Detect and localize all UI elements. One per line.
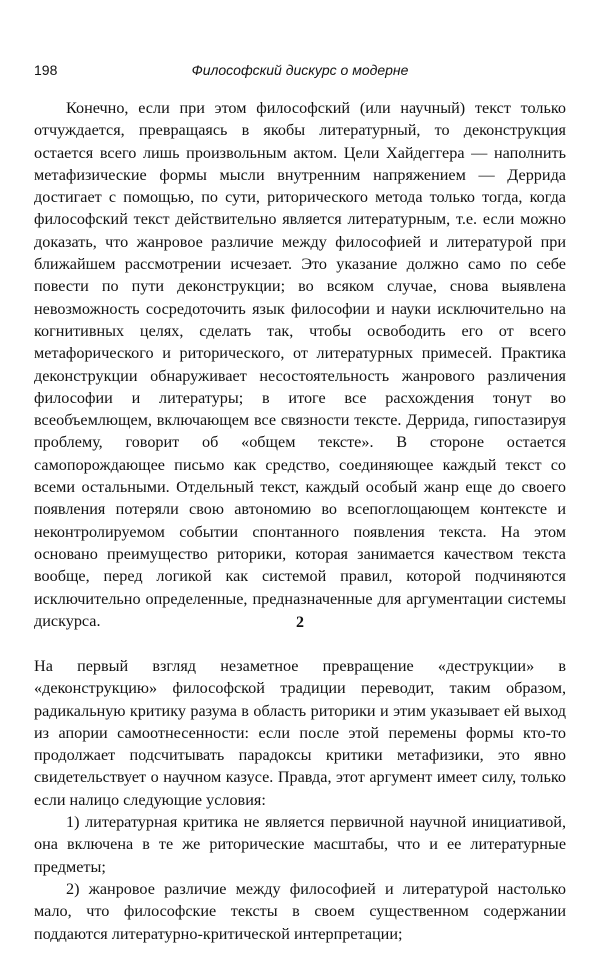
condition-item: 2) жанровое различие между философией и литературой настолько мало, что философские тексты в своем существенном содержании поддаются литературно-критической интерпретации; — [34, 879, 566, 943]
condition-item: 1) литературная критика не является первичной научной инициативой, она включена в те же риторические масштабы, что и ее литературные предметы; — [34, 813, 566, 876]
page-number: 198 — [34, 62, 58, 78]
page-header — [0, 62, 600, 82]
running-title: Философский дискурс о модерне — [191, 62, 409, 78]
section-number: 2 — [296, 614, 304, 631]
section-2-text — [34, 655, 566, 945]
paragraph: Конечно, если при этом философский (или научный) текст только отчуждается, превращаясь в якобы литературный, то деконструкция остается всего лишь произвольным актом. Цели Хайдеггера — наполнить метафизические формы мысли внутренним напряжением — Деррида достигает с помощью, по сути, риторического метода только тогда, когда философский текст действительно является литературным, т.е. если можно доказать, что жанровое различие между философией и литературой при ближайшем рассмотрении исчезает. Это указание должно само по себе повести по пути деконструкции; во всяком случае, снова выявлена невозможность сосредоточить язык философии и науки исключительно на когнитивных целях, сделать так, чтобы освободить его от всего метафорического и риторического, от литературных примесей. Практика деконструкции обнаруживает несостоятельность жанрового различения философии и литературы; в итоге все расхождения тонут во всеобъемлющем, включающем все связности тексте. Деррида, гипостазируя проблему, говорит об «общем тексте». В стороне остается самопорождающее письмо как средство, соединяющее каждый текст со всеми остальными. Отдельный текст, каждый особый жанр еще до своего появления потеряли свою автономию во всепоглощающем контексте и неконтролируемом событии спонтанного появления текста. На этом основано преимущество риторики, которая занимается качеством текста вообще, перед логикой как системой правил, которой подчиняются исключительно определенные, предназначенные для аргументации системы дискурса. — [34, 99, 566, 630]
section-1-text — [34, 97, 566, 632]
paragraph: На первый взгляд незаметное превращение «деструкции» в «деконструкцию» философской традиции переводит, таким образом, радикальную критику разума в область риторики и этим указывает ей выход из апории самоотнесенности: если после этой перемены формы кто-то продолжает подсчитывать парадоксы критики метафизики, это явно свидетельствует о научном казусе. Правда, этот аргумент имеет силу, только если налицо следующие условия: — [34, 657, 566, 809]
